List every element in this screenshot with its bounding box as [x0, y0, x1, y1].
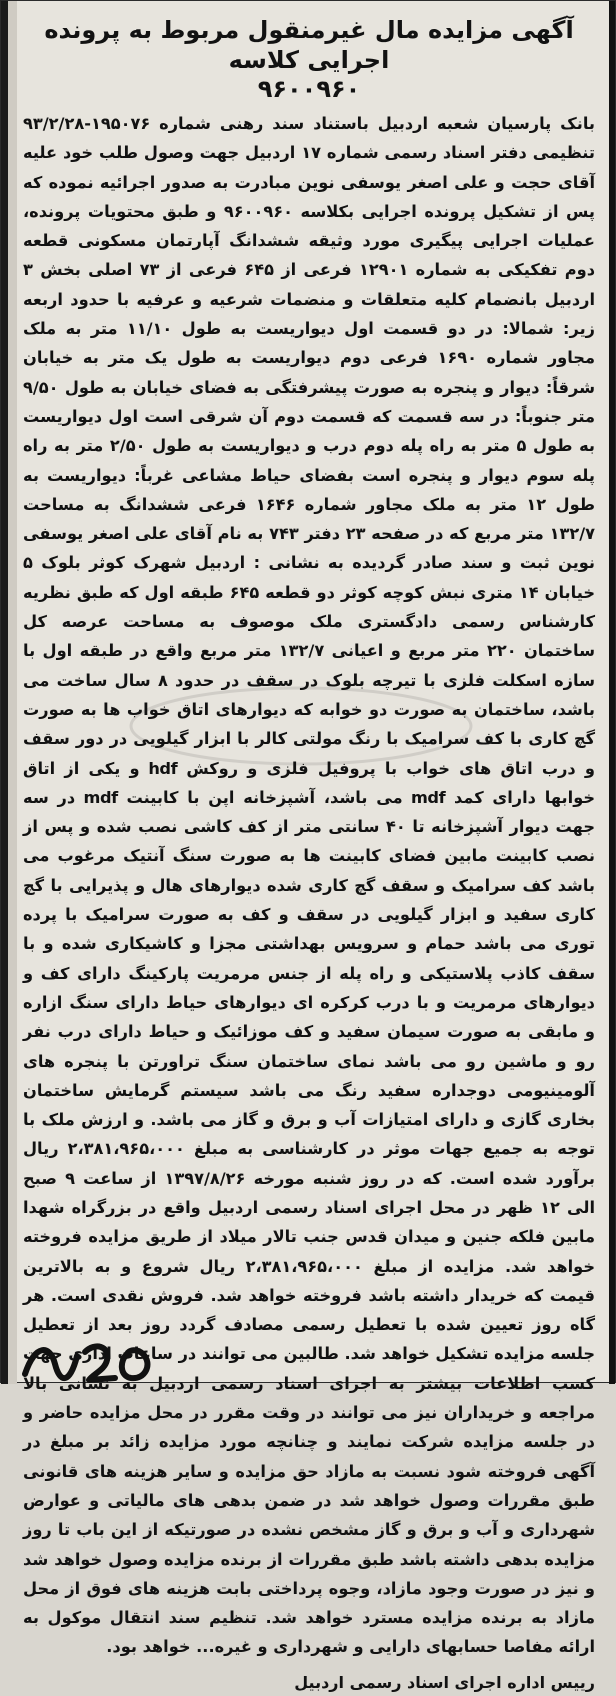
notice-title: آگهی مزایده مال غیرمنقول مربوط به پرونده اجرایی کلاسه [44, 16, 574, 74]
handwritten-mark [15, 1334, 165, 1390]
auction-notice [23, 15, 596, 1692]
clipping-left-border [1, 1, 17, 1384]
file-number: ۹۶۰۰۹۶۰ [257, 75, 361, 103]
signature-line: رییس اداره اجرای اسناد رسمی اردبیل [294, 1672, 595, 1692]
clipping-right-border [609, 1, 615, 1384]
notice-body: بانک پارسیان شعبه اردبیل باستناد سند رهنی شماره ۱۹۵۰۷۶-۹۳/۲/۲۸ تنظیمی دفتر اسناد رسمی شماره ۱۷ اردبیل جهت وصول طلب خود علیه آقای حجت و علی اصغر یوسفی نوین مبادرت به صدور اجرائیه نموده که پس از تشکیل پرونده اجرایی بکلاسه ۹۶۰۰۹۶۰ و طبق محتویات پرونده، عملیات اجرایی پیگیری مورد وثیقه ششدانگ آپارتمان مسکونی قطعه دوم تفکیکی به شماره ۱۲۹۰۱ فرعی از ۶۴۵ فرعی از ۷۳ اصلی بخش ۳ اردبیل بانضمام کلیه متعلقات و منضمات شرعیه و عرفیه با حدود اربعه زیر: شمالا: در دو قسمت اول دیواریست به طول ۱۱/۱۰ متر به ملک مجاور شماره ۱۶۹۰ فرعی دوم دیواریست به طول یک متر به خیابان شرقاً: دیوار و پنجره به صورت پیشرفتگی به فضای خیابان به طول ۹/۵۰ متر جنوباً: در سه قسمت که قسمت دوم آن شرقی است اول دیواریست به طول ۵ متر به راه پله دوم درب و دیواریست به طول ۲/۵۰ متر به راه پله سوم دیوار و پنجره است بفضای حیاط مشاعی غرباً: دیواریست به طول ۱۲ متر به ملک مجاور شماره ۱۶۴۶ فرعی ششدانگ به مساحت ۱۳۲/۷ متر مربع که در صفحه ۲۳ دفتر ۷۴۳ به نام آقای علی اصغر یوسفی نوین ثبت و سند صادر گردیده به نشانی : اردبیل شهرک کوثر بلوک ۵ خیابان ۱۴ متری نبش کوچه کوثر دو قطعه ۶۴۵ طبقه اول که طبق نظریه کارشناس رسمی دادگستری ملک موصوف به مساحت عرصه کل ساختمان ۲۲۰ متر مربع و اعیانی ۱۳۲/۷ متر مربع واقع در طبقه اول با سازه اسکلت فلزی با تیرچه بلوک در سقف در حدود ۸ سال ساخت می باشد، ساختمان به صورت دو خوابه که دیوارهای اتاق خواب ها به صورت گچ کاری با کف سرامیک با رنگ مولتی کالر با ابزار گیلویی در دور سقف و درب اتاق های خواب با پروفیل فلزی و روکش hdf و یکی از اتاق خوابها دارای کمد mdf می باشد، آشپزخانه اپن با کابینت mdf در سه جهت دیوار آشپزخانه تا ۴۰ سانتی متر از کف کاشی نصب شده و پس از نصب کابینت مابین فضای کابینت ها به صورت سنگ آنتیک مرغوب می باشد کف سرامیک و سقف گچ کاری شده دیوارهای هال و پذیرایی با گچ کاری سفید و ابزار گیلویی در سقف و کف به صورت سرامیک با پرده توری می باشد حمام و سرویس بهداشتی مجزا و کاشیکاری شده و با سقف کاذب پلاستیکی و راه پله از جنس مرمریت پارکینگ دارای کف و دیوارهای مرمریت و با درب کرکره ای دیوارهای حیاط دارای سنگ ازاره و مابقی به صورت سیمان سفید و کف موزائیک و حیاط دارای درب نفر رو و ماشین رو می باشد نمای ساختمان سنگ تراورتن با پنجره های آلومینیومی دوجداره سفید رنگ می باشد سیستم گرمایش ساختمان بخاری گازی و دارای امتیازات آب و برق و گاز می باشد. و ارزش ملک با توجه به جمیع جهات موثر در کارشناسی به مبلغ ۲،۳۸۱،۹۶۵،۰۰۰ ریال برآورد شده است. که در روز شنبه مورخه ۱۳۹۷/۸/۲۶ از ساعت ۹ صبح الی ۱۲ ظهر در محل اجرای اسناد رسمی اردبیل واقع در بزرگراه شهدا مابین فلکه جنین و میدان قدس جنب تالار میلاد از طریق مزایده فروخته خواهد شد. مزایده از مبلغ ۲،۳۸۱،۹۶۵،۰۰۰ ریال شروع و به بالاترین قیمت که خریدار داشته باشد فروخته خواهد شد. فروش نقدی است. هر گاه روز تعیین شده با تعطیل رسمی مصادف گردد روز بعد از تعطیل جلسه مزایده تشکیل خواهد شد. طالبین می توانند در ساعات اداری جهت کسب اطلاعات بیشتر به اجرای اسناد رسمی اردبیل به نشانی بالا مراجعه و خریداران نیز می توانند در وقت مقرر در محل مزایده حاضر و در جلسه مزایده شرکت نمایند و چنانچه مورد مزایده زائد بر مبلغ در آگهی فروخته شود نسبت به مازاد حق مزایده و سایر هزینه های قانونی طبق مقررات وصول خواهد شد در ضمن بدهی های مالیاتی و عوارض شهرداری و آب و برق و گاز مشخص نشده در صورتیکه از این باب تا روز مزایده بدهی داشته باشد طبق مقررات از برنده مزایده وصول خواهد شد و نیز در صورت وجود مازاد، وجوه پرداختی بابت هزینه های فوق از محل مازاد به برنده مزایده مسترد خواهد شد. تنظیم سند انتقال موکول به ارائه مفاصا حسابهای دارایی و شهرداری و غیره... خواهد بود. [23, 114, 596, 1657]
